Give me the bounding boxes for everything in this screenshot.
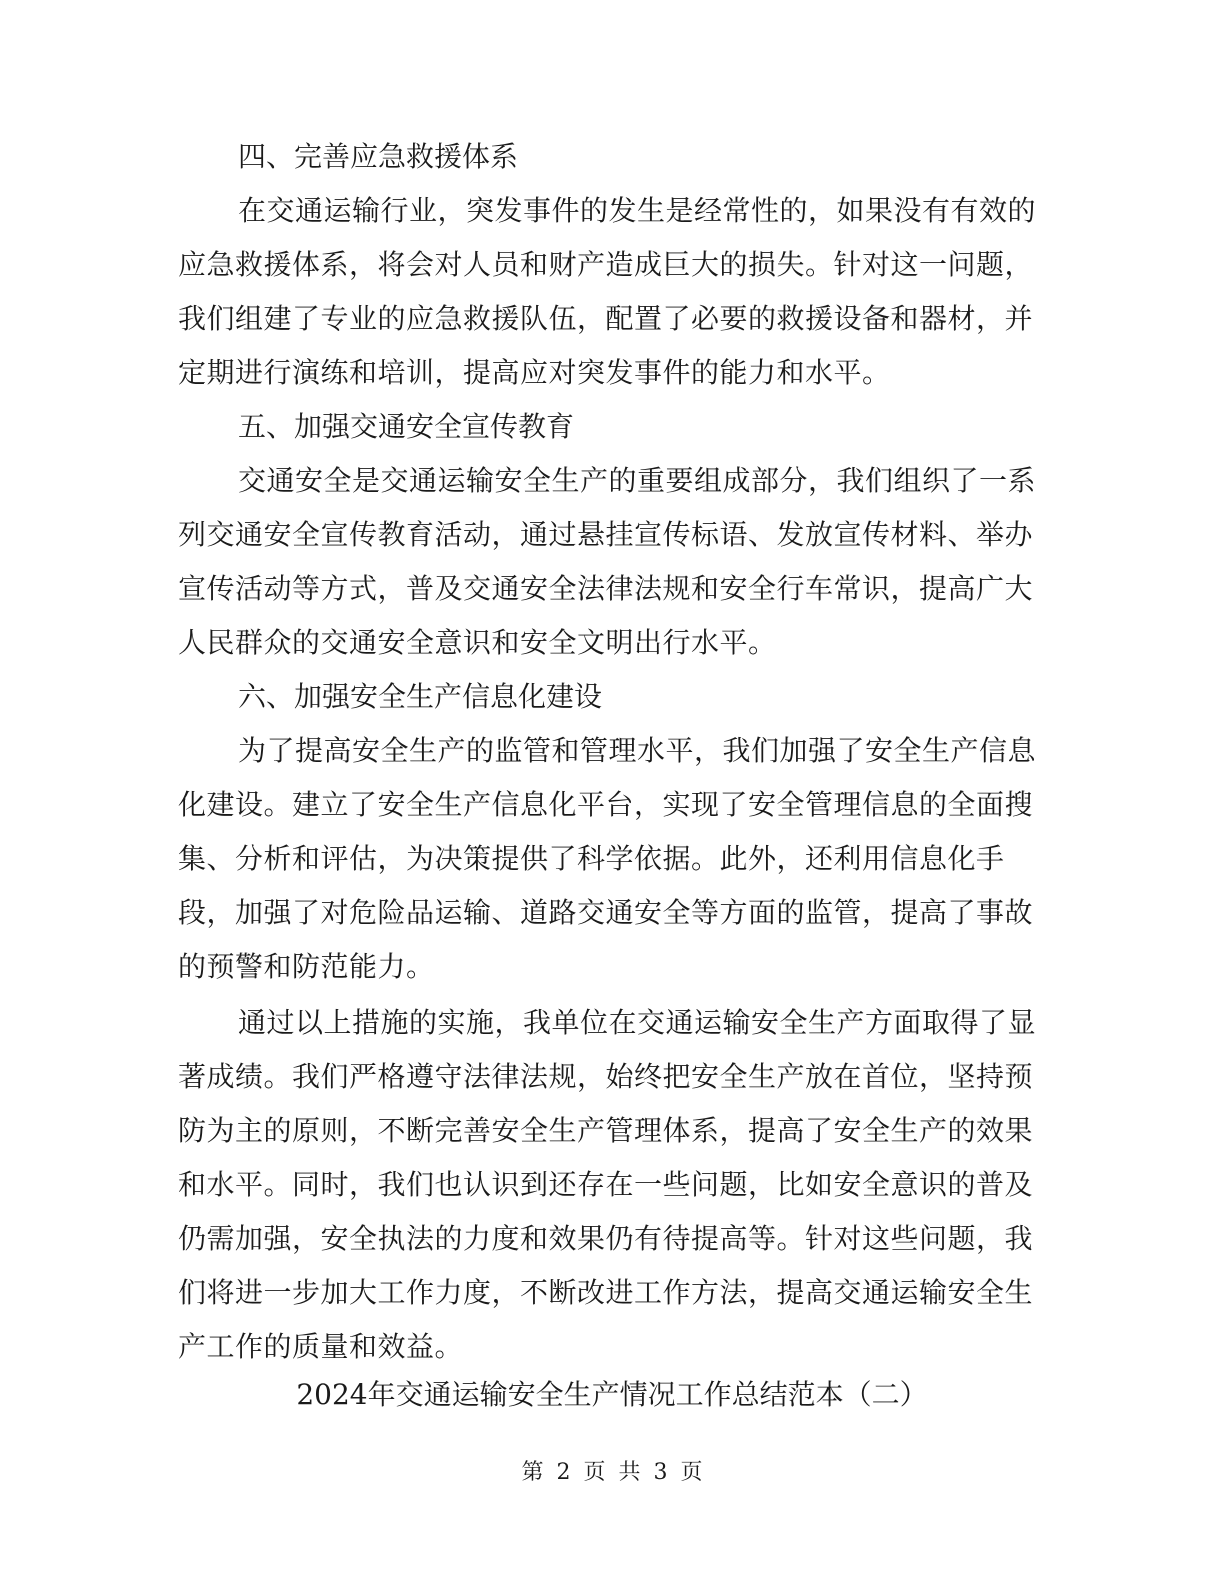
paragraph-line: 在交通运输行业，突发事件的发生是经常性的，如果没有有效的 xyxy=(238,194,1037,227)
paragraph-line: 定期进行演练和培训，提高应对突发事件的能力和水平。 xyxy=(178,356,891,389)
paragraph-line: 为了提高安全生产的监管和管理水平，我们加强了安全生产信息 xyxy=(238,734,1037,767)
paragraph-line: 防为主的原则，不断完善安全生产管理体系，提高了安全生产的效果 xyxy=(178,1114,1034,1147)
page-number-footer: 第 2 页 共 3 页 xyxy=(521,1460,703,1485)
section-paragraph-informatization xyxy=(178,724,1037,994)
paragraph-line: 宣传活动等方式，普及交通安全法律法规和安全行车常识，提高广大 xyxy=(178,572,1034,605)
paragraph-line: 著成绩。我们严格遵守法律法规，始终把安全生产放在首位，坚持预 xyxy=(178,1060,1034,1093)
paragraph-line: 人民群众的交通安全意识和安全文明出行水平。 xyxy=(178,626,777,659)
paragraph-line: 仍需加强，安全执法的力度和效果仍有待提高等。针对这些问题，我 xyxy=(178,1222,1034,1255)
paragraph-line: 交通安全是交通运输安全生产的重要组成部分，我们组织了一系 xyxy=(238,464,1037,497)
paragraph-line: 应急救援体系，将会对人员和财产造成巨大的损失。针对这一问题， xyxy=(178,248,1034,281)
section-paragraph-safety-publicity xyxy=(178,454,1037,670)
paragraph-line: 产工作的质量和效益。 xyxy=(178,1330,464,1363)
paragraph-line: 我们组建了专业的应急救援队伍，配置了必要的救援设备和器材，并 xyxy=(178,302,1034,335)
next-document-title: 2024年交通运输安全生产情况工作总结范本（二） xyxy=(296,1378,928,1411)
conclusion-paragraph xyxy=(178,996,1037,1374)
paragraph-line: 通过以上措施的实施，我单位在交通运输安全生产方面取得了显 xyxy=(238,1006,1037,1039)
paragraph-line: 们将进一步加大工作力度，不断改进工作方法，提高交通运输安全生 xyxy=(178,1276,1034,1309)
paragraph-line: 的预警和防范能力。 xyxy=(178,950,435,983)
section-heading-emergency-rescue: 四、完善应急救援体系 xyxy=(238,140,519,173)
paragraph-line: 化建设。建立了安全生产信息化平台，实现了安全管理信息的全面搜 xyxy=(178,788,1034,821)
paragraph-line: 段，加强了对危险品运输、道路交通安全等方面的监管，提高了事故 xyxy=(178,896,1034,929)
paragraph-line: 和水平。同时，我们也认识到还存在一些问题，比如安全意识的普及 xyxy=(178,1168,1034,1201)
paragraph-line: 列交通安全宣传教育活动，通过悬挂宣传标语、发放宣传材料、举办 xyxy=(178,518,1034,551)
section-heading-safety-publicity: 五、加强交通安全宣传教育 xyxy=(238,410,575,443)
paragraph-line: 集、分析和评估，为决策提供了科学依据。此外，还利用信息化手 xyxy=(178,842,1005,875)
document-body xyxy=(178,130,1037,1374)
section-paragraph-emergency-rescue xyxy=(178,184,1037,400)
section-heading-informatization: 六、加强安全生产信息化建设 xyxy=(238,680,603,713)
